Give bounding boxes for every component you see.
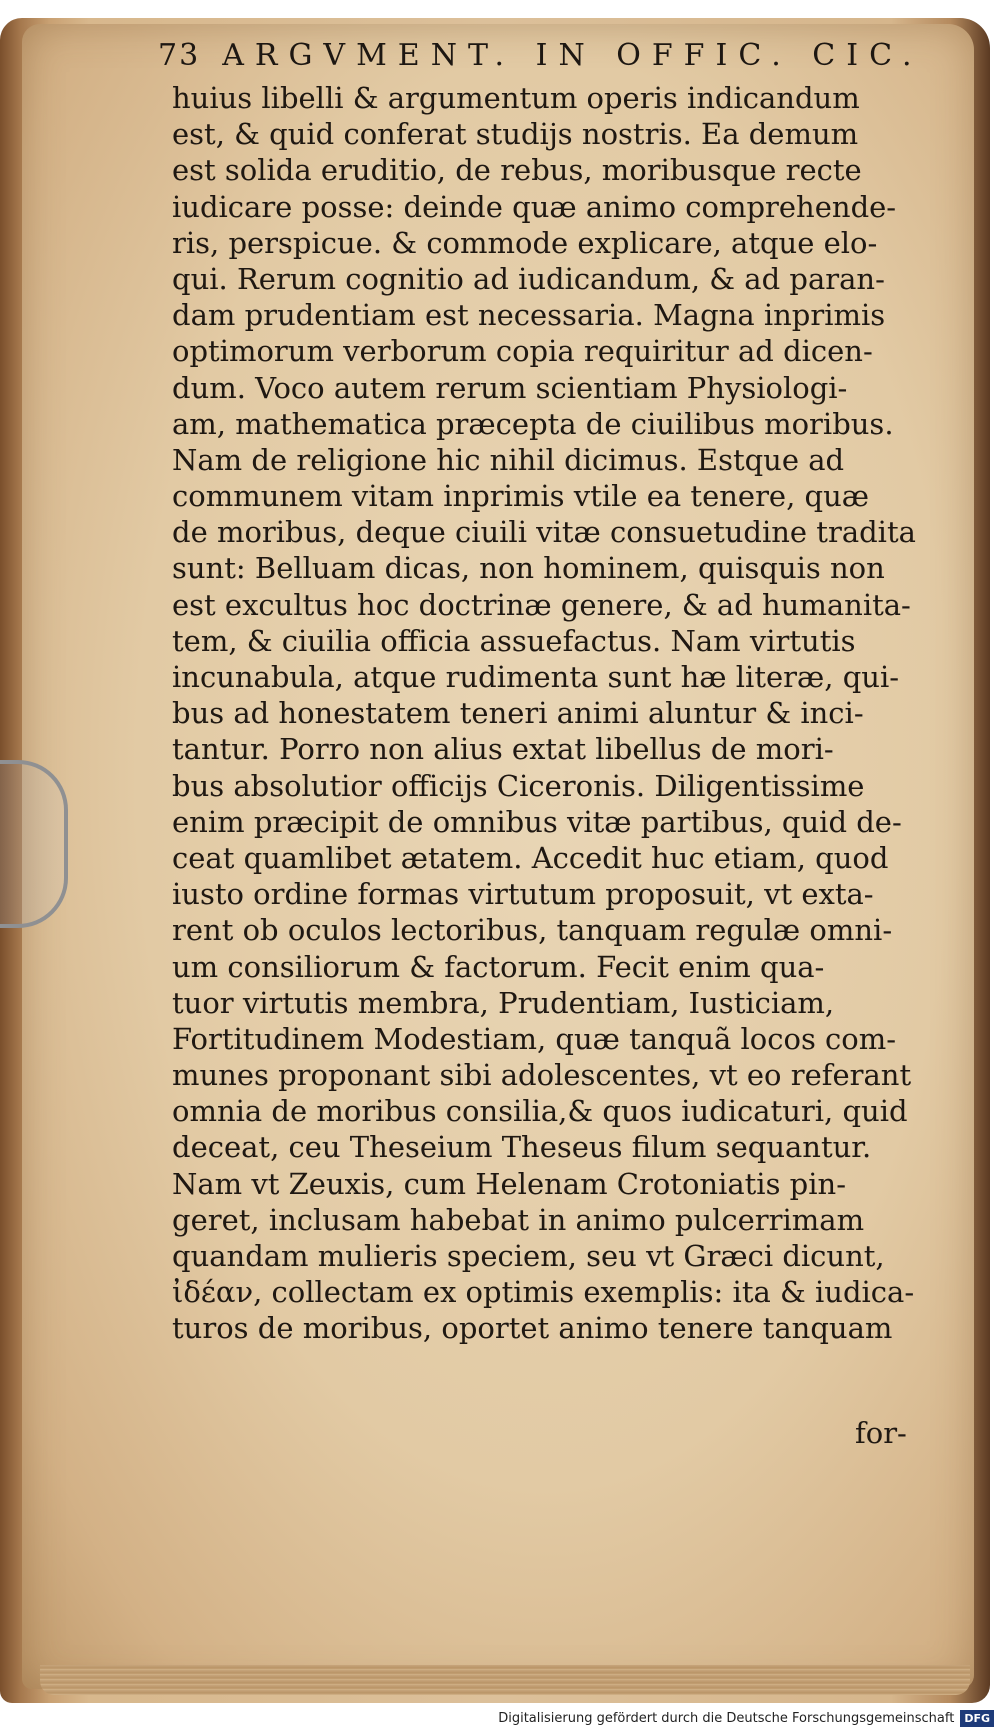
footer-credit: Digitalisierung gefördert durch die Deutsche Forschungsgemeinschaft [498, 1710, 955, 1726]
text-line: dum. Voco autem rerum scientiam Physiologi- [172, 370, 848, 405]
text-line: qui. Rerum cognitio ad iudicandum, & ad paran- [172, 261, 885, 296]
text-line: quandam mulieris speciem, seu vt Græci dicunt, [172, 1239, 885, 1273]
text-line: huius libelli & argumentum operis indicandum [172, 81, 860, 115]
text-line: communem vitam inprimis vtile ea tenere, quæ [172, 479, 870, 514]
digitization-footer [498, 1707, 994, 1729]
text-line: est solida eruditio, de rebus, moribusque recte [172, 153, 862, 188]
text-line: Nam de religione hic nihil dicimus. Estque ad [172, 442, 845, 477]
text-line: Nam vt Zeuxis, cum Helenam Crotoniatis pin- [172, 1166, 846, 1201]
dfg-logo: DFG [960, 1710, 994, 1727]
running-title: ARGVMENT. IN OFFIC. CIC. [222, 38, 923, 73]
clasp-icon [0, 760, 68, 928]
text-line: dam prudentiam est necessaria. Magna inprimis [172, 298, 886, 333]
catchword: for- [855, 1416, 907, 1450]
text-line: Fortitudinem Modestiam, quæ tanquã locos com- [172, 1021, 897, 1056]
text-line: turos de moribus, oportet animo tenere tanquam [172, 1311, 893, 1346]
body-text [172, 80, 934, 1347]
text-line: tuor virtutis membra, Prudentiam, Iusticiam, [172, 985, 835, 1020]
text-line: bus absolutior officijs Ciceronis. Diligentissime [172, 768, 865, 803]
text-line: iusto ordine formas virtutum proposuit, vt exta- [172, 877, 874, 912]
text-line: sunt: Belluam dicas, non hominem, quisquis non [172, 551, 885, 586]
text-line: ἰδέαν, collectam ex optimis exemplis: ita & iudica- [172, 1275, 915, 1310]
text-line: geret, inclusam habebat in animo pulcerrimam [172, 1202, 865, 1237]
text-line: tem, & ciuilia officia assuefactus. Nam virtutis [172, 623, 856, 658]
text-line: um consiliorum & factorum. Fecit enim qua- [172, 949, 825, 984]
text-line: ris, perspicue. & commode explicare, atque elo- [172, 225, 878, 260]
page-stack-edge [40, 1665, 970, 1695]
text-line: de moribus, deque ciuili vitæ consuetudine tradita [172, 515, 916, 550]
page-number: 73 [158, 38, 201, 73]
text-line: est excultus hoc doctrinæ genere, & ad humanita- [172, 587, 911, 622]
text-line: munes proponant sibi adolescentes, vt eo referant [172, 1058, 912, 1093]
text-line: est, & quid conferat studijs nostris. Ea demum [172, 117, 859, 152]
text-line: omnia de moribus consilia,& quos iudicaturi, quid [172, 1094, 908, 1129]
text-line: deceat, ceu Theseium Theseus filum sequantur. [172, 1130, 872, 1165]
text-line: ceat quamlibet ætatem. Accedit huc etiam, quod [172, 840, 889, 875]
text-line: optimorum verborum copia requiritur ad dicen- [172, 334, 873, 369]
running-header [158, 38, 923, 84]
text-line: bus ad honestatem teneri animi aluntur & inci- [172, 696, 864, 731]
text-line: enim præcipit de omnibus vitæ partibus, quid de- [172, 804, 902, 839]
text-line: rent ob oculos lectoribus, tanquam regulæ omni- [172, 913, 893, 948]
text-line: incunabula, atque rudimenta sunt hæ literæ, qui- [172, 660, 900, 694]
text-line: am, mathematica præcepta de ciuilibus moribus. [172, 406, 894, 441]
text-line: tantur. Porro non alius extat libellus de mori- [172, 732, 834, 767]
text-line: iudicare posse: deinde quæ animo comprehende- [172, 189, 897, 224]
